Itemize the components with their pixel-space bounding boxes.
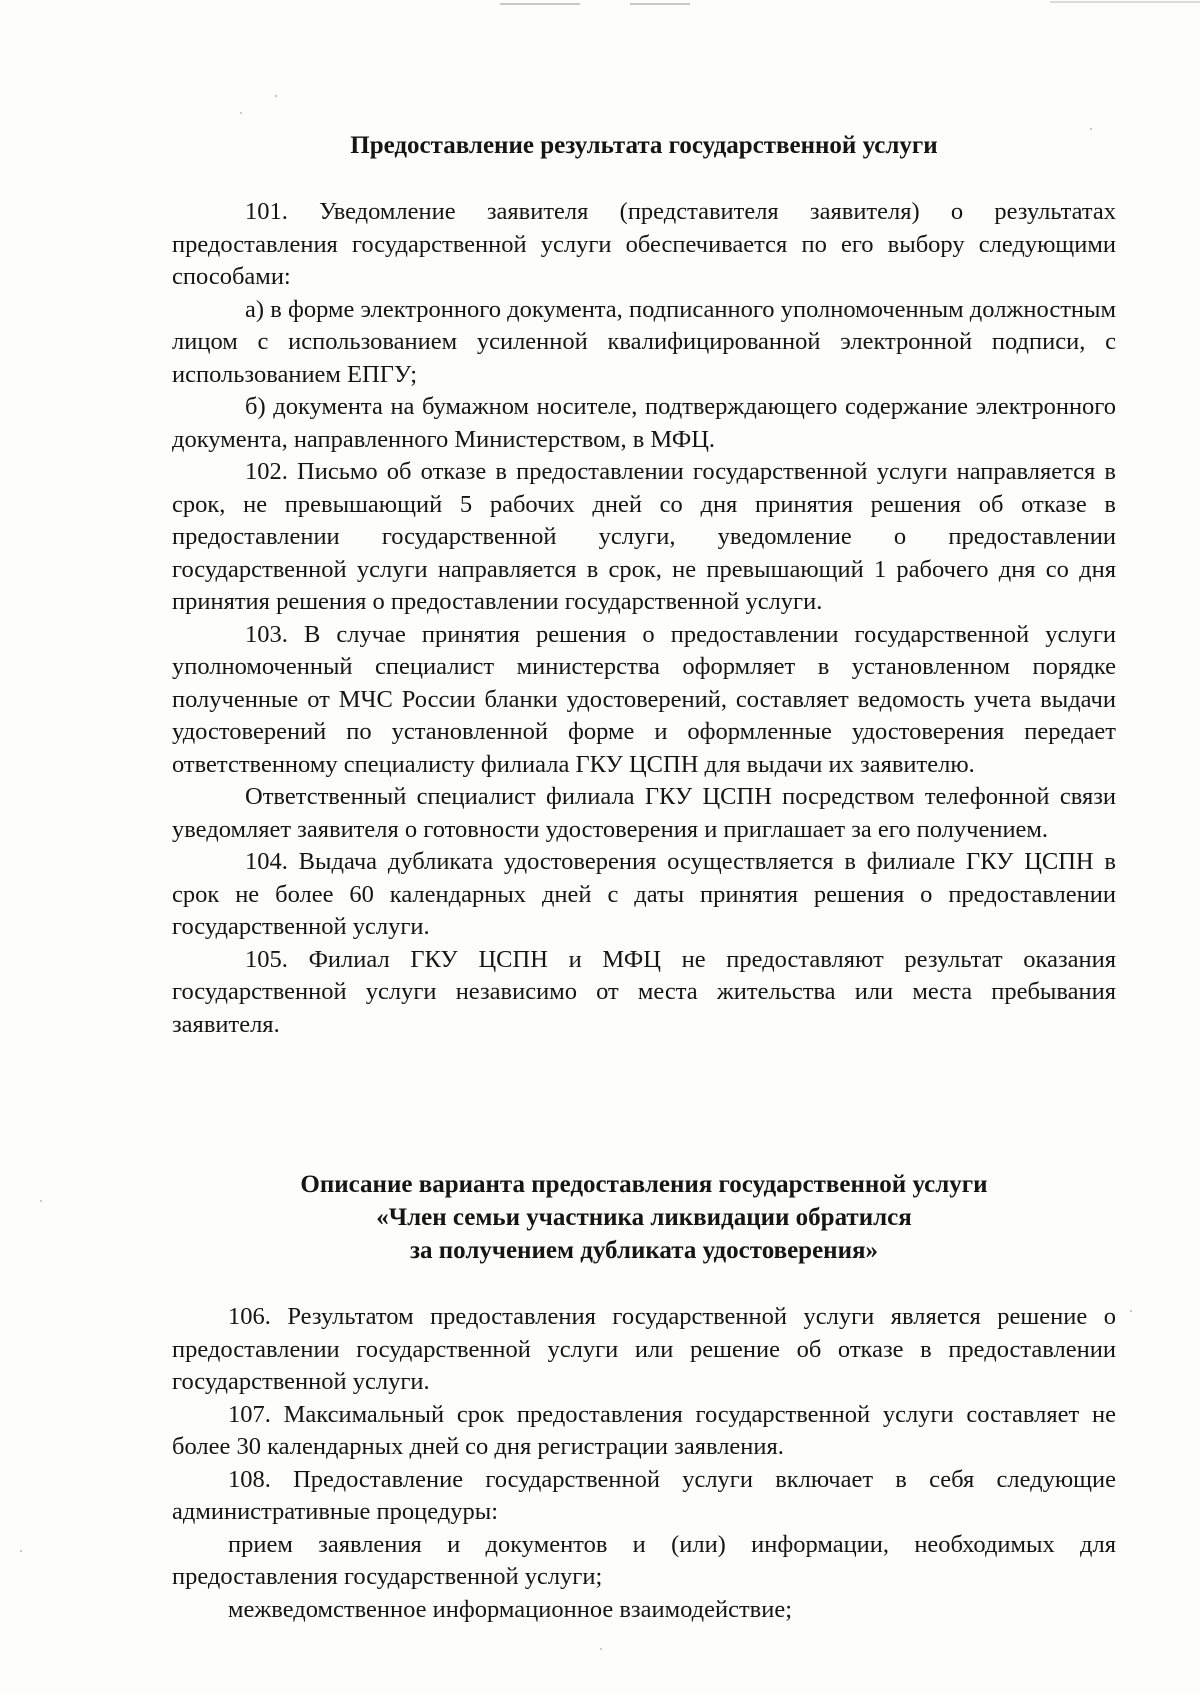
section-heading-line: «Член семьи участника ликвидации обратился	[376, 1204, 912, 1231]
scan-speck	[240, 112, 242, 114]
scan-artifact	[630, 3, 690, 5]
section-heading-line: за получением дубликата удостоверения»	[409, 1237, 879, 1264]
paragraph-104: 104. Выдача дубликата удостоверения осуществляется в филиале ГКУ ЦСПН в срок не более 60 календарных дней с даты принятия решения о предоставлении государственной услуги.	[172, 848, 1116, 940]
procedure-item: межведомственное информационное взаимодействие;	[228, 1595, 793, 1623]
section-heading-variant	[172, 1168, 1116, 1267]
scan-artifact	[1050, 1, 1200, 3]
paragraph-101-a: а) в форме электронного документа, подписанного уполномоченным должностным лицом с использованием усиленной квалифицированной электронной подписи, с использованием ЕПГУ;	[172, 295, 1116, 388]
paragraph-106: 106. Результатом предоставления государственной услуги является решение о предоставлении государственной услуги или решение об отказе в предоставлении государственной услуги.	[172, 1303, 1116, 1395]
paragraph-102: 102. Письмо об отказе в предоставлении государственной услуги направляется в срок, не превышающий 5 рабочих дней со дня принятия решения об отказе в предоставлении государственной услуги, уведомление о предоставлении государственной услуги направляется в срок, не превышающий 1 рабочего дня со дня принятия решения о предоставлении государственной услуги.	[172, 458, 1116, 615]
scan-speck	[20, 1550, 22, 1552]
scan-speck	[1130, 1310, 1132, 1312]
scan-speck	[275, 95, 277, 97]
procedure-item: прием заявления и документов и (или) информации, необходимых для предоставления государственной услуги;	[172, 1530, 1116, 1590]
scan-speck	[40, 1200, 42, 1202]
section-heading: Предоставление результата государственной услуги	[350, 132, 938, 159]
scan-artifact	[500, 3, 580, 5]
section-body	[172, 196, 1116, 1041]
paragraph-103: 103. В случае принятия решения о предоставлении государственной услуги уполномоченный специалист министерства оформляет в установленном порядке полученные от МЧС России бланки удостоверений, составляет ведомость учета выдачи удостоверений по установленной форме и оформленные удостоверения передает ответственному специалисту филиала ГКУ ЦСПН для выдачи их заявителю.	[172, 620, 1116, 778]
paragraph-105: 105. Филиал ГКУ ЦСПН и МФЦ не предоставляют результат оказания государственной услуги независимо от места жительства или места пребывания заявителя.	[172, 945, 1116, 1038]
paragraph-103-cont: Ответственный специалист филиала ГКУ ЦСПН посредством телефонной связи уведомляет заявителя о готовности удостоверения и приглашает за его получением.	[172, 783, 1116, 843]
scan-speck	[600, 1648, 602, 1650]
paragraph-108: 108. Предоставление государственной услуги включает в себя следующие административные процедуры:	[172, 1465, 1116, 1525]
paragraph-101-b: б) документа на бумажном носителе, подтверждающего содержание электронного документа, направленного Министерством, в МФЦ.	[172, 393, 1116, 453]
paragraph-107: 107. Максимальный срок предоставления государственной услуги составляет не более 30 календарных дней со дня регистрации заявления.	[172, 1400, 1116, 1460]
paragraph-101: 101. Уведомление заявителя (представителя заявителя) о результатах предоставления государственной услуги обеспечивается по его выбору следующими способами:	[172, 198, 1116, 290]
section-body-variant	[172, 1301, 1116, 1626]
section-heading-line: Описание варианта предоставления государственной услуги	[300, 1171, 988, 1198]
